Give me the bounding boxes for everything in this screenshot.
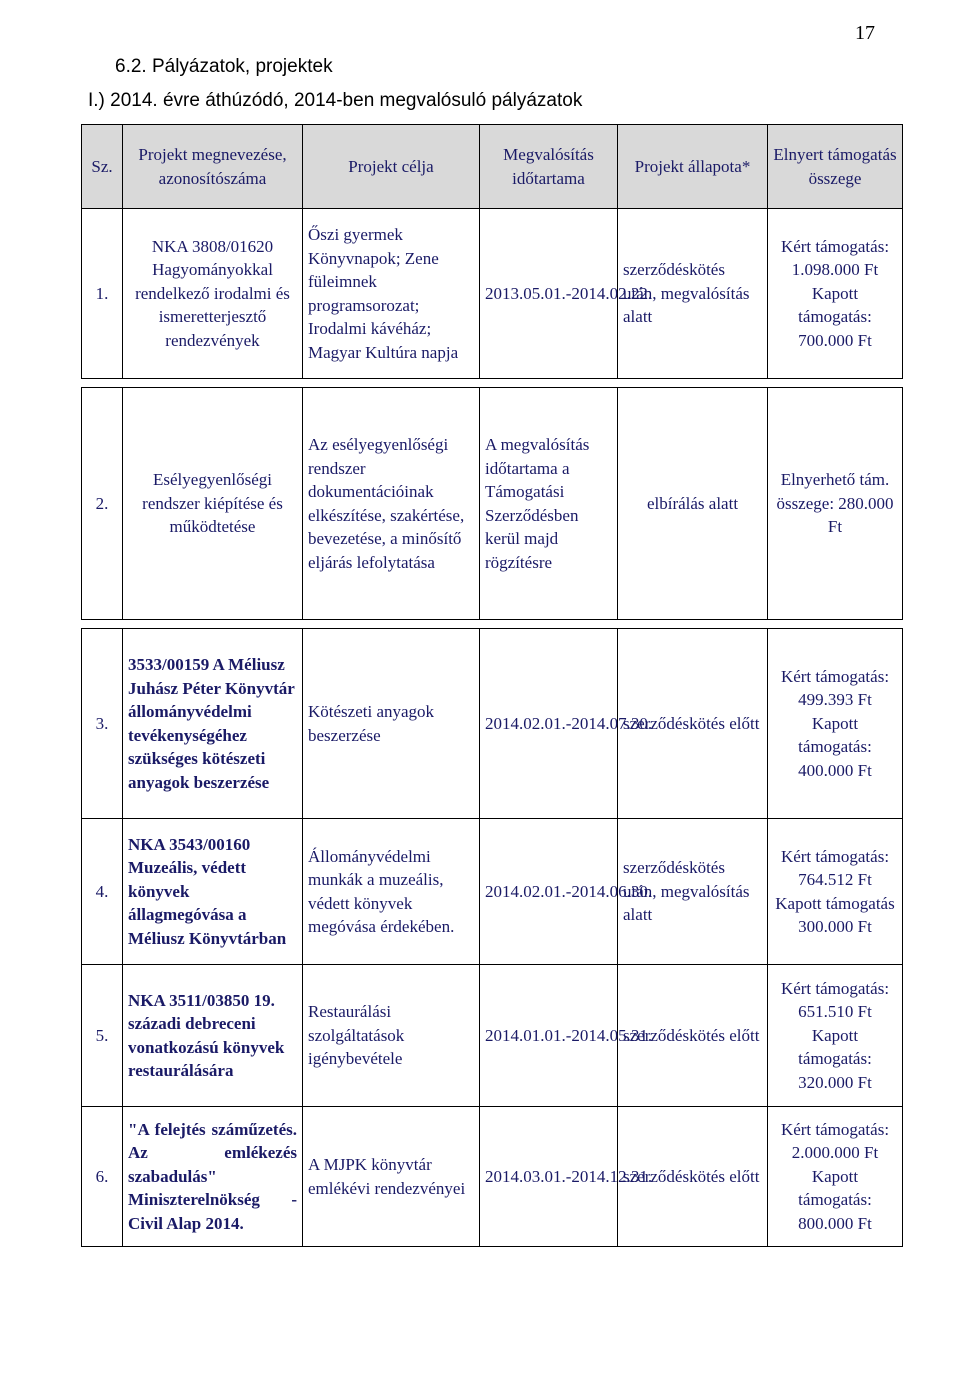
header-period: Megvalósítás időtartama xyxy=(480,125,618,209)
table-row xyxy=(82,819,903,965)
row-period: 2014.03.01.-2014.12.31. xyxy=(480,1107,618,1247)
table-row xyxy=(82,1107,903,1247)
row-status: szerződéskötés előtt xyxy=(618,965,768,1107)
row-amount: Kért támogatás: 2.000.000 Ft Kapott támogatás: 800.000 Ft xyxy=(768,1107,903,1247)
header-project-goal: Projekt célja xyxy=(303,125,480,209)
page-number: 17 xyxy=(855,22,875,44)
table-row xyxy=(82,388,903,620)
row-project-goal: Az esélyegyenlőségi rendszer dokumentációinak elkészítése, szakértése, bevezetése, a minősítő eljárás lefolytatása xyxy=(303,388,480,620)
row-number: 5. xyxy=(82,965,123,1107)
row-number: 1. xyxy=(82,209,123,379)
row-status: szerződéskötés előtt xyxy=(618,629,768,819)
section-title: 6.2. Pályázatok, projektek xyxy=(115,56,333,77)
row-period: 2014.02.01.-2014.07.30. xyxy=(480,629,618,819)
row-project-name: 3533/00159 A Méliusz Juhász Péter Könyvtár állományvédelmi tevékenységéhez szükséges kötészeti anyagok beszerzése xyxy=(123,629,303,819)
row-period: 2014.02.01.-2014.06.30. xyxy=(480,819,618,965)
row-status: szerződéskötés után, megvalósítás alatt xyxy=(618,209,768,379)
row-amount: Kért támogatás: 651.510 Ft Kapott támogatás: 320.000 Ft xyxy=(768,965,903,1107)
table-row xyxy=(82,629,903,819)
row-amount: Kért támogatás: 1.098.000 Ft Kapott támogatás: 700.000 Ft xyxy=(768,209,903,379)
subsection-title: I.) 2014. évre áthúzódó, 2014-ben megvalósuló pályázatok xyxy=(88,90,583,111)
row-number: 3. xyxy=(82,629,123,819)
row-project-goal: Állományvédelmi munkák a muzeális, védett könyvek megóvása érdekében. xyxy=(303,819,480,965)
row-status: elbírálás alatt xyxy=(618,388,768,620)
row-project-goal: Kötészeti anyagok beszerzése xyxy=(303,629,480,819)
row-project-goal: Restaurálási szolgáltatások igénybevétele xyxy=(303,965,480,1107)
projects-table xyxy=(81,124,902,1247)
header-number: Sz. xyxy=(82,125,123,209)
table-row xyxy=(82,209,903,379)
row-project-goal: A MJPK könyvtár emlékévi rendezvényei xyxy=(303,1107,480,1247)
table-header-row xyxy=(82,125,903,209)
row-amount: Kért támogatás: 499.393 Ft Kapott támogatás: 400.000 Ft xyxy=(768,629,903,819)
row-number: 2. xyxy=(82,388,123,620)
row-period: A megvalósítás időtartama a Támogatási Szerződésben kerül majd rögzítésre xyxy=(480,388,618,620)
row-period: 2013.05.01.-2014.02.22. xyxy=(480,209,618,379)
row-project-name: NKA 3543/00160 Muzeális, védett könyvek állagmegóvása a Méliusz Könyvtárban xyxy=(123,819,303,965)
row-status: szerződéskötés után, megvalósítás alatt xyxy=(618,819,768,965)
table-row xyxy=(82,965,903,1107)
row-number: 4. xyxy=(82,819,123,965)
row-status: szerződéskötés előtt xyxy=(618,1107,768,1247)
row-project-name: Esélyegyenlőségi rendszer kiépítése és működtetése xyxy=(123,388,303,620)
row-project-goal: Őszi gyermek Könyvnapok; Zene füleimnek programsorozat; Irodalmi kávéház; Magyar Kultúra napja xyxy=(303,209,480,379)
header-project-name: Projekt megnevezése, azonosítószáma xyxy=(123,125,303,209)
row-period: 2014.01.01.-2014.05.31. xyxy=(480,965,618,1107)
row-project-name: "A felejtés száműzetés. Az emlékezés szabadulás" Miniszterelnökség - Civil Alap 2014. xyxy=(123,1107,303,1247)
row-project-name: NKA 3808/01620 Hagyományokkal rendelkező irodalmi és ismeretterjesztő rendezvények xyxy=(123,209,303,379)
row-amount: Elnyerhető tám. összege: 280.000 Ft xyxy=(768,388,903,620)
header-amount: Elnyert támogatás összege xyxy=(768,125,903,209)
row-amount: Kért támogatás: 764.512 Ft Kapott támogatás 300.000 Ft xyxy=(768,819,903,965)
header-status: Projekt állapota* xyxy=(618,125,768,209)
row-project-name: NKA 3511/03850 19. századi debreceni vonatkozású könyvek restaurálására xyxy=(123,965,303,1107)
row-number: 6. xyxy=(82,1107,123,1247)
